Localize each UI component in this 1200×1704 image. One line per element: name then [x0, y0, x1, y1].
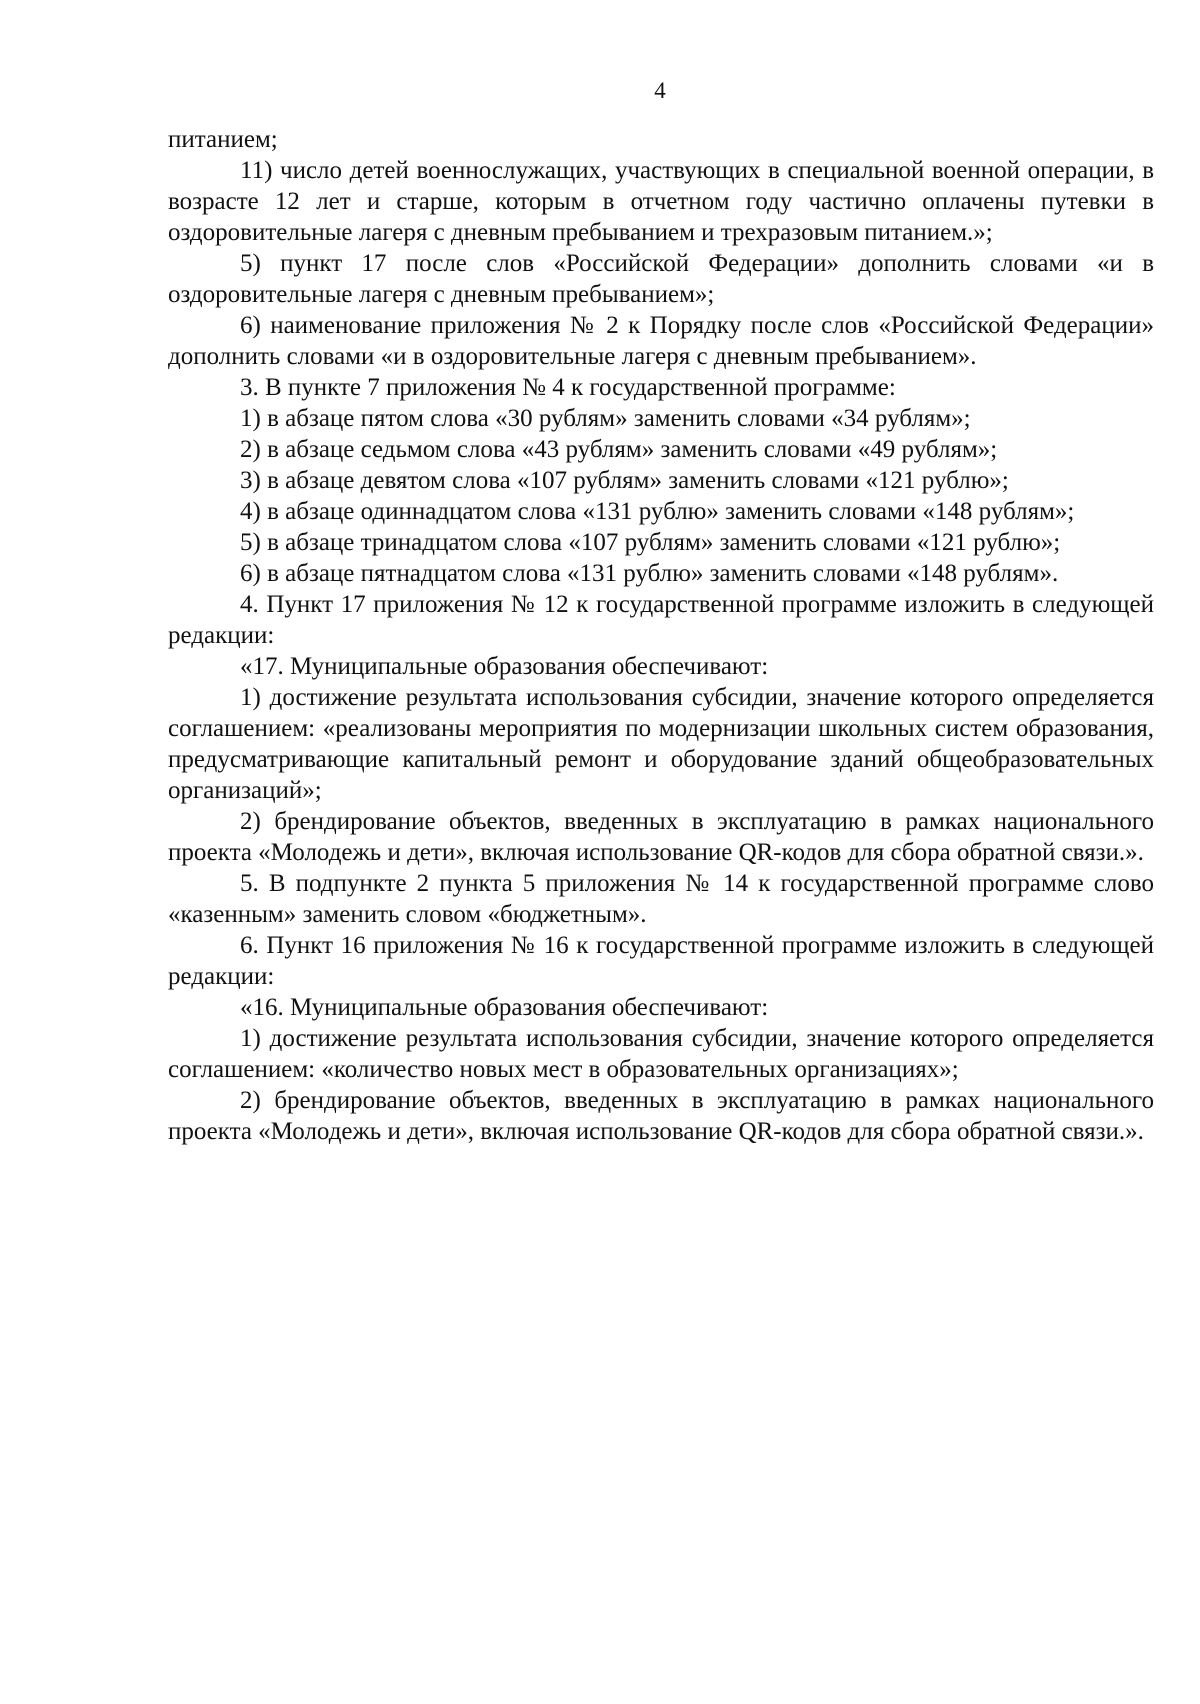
- paragraph: 3) в абзаце девятом слова «107 рублям» заменить словами «121 рублю»;: [240, 467, 1009, 494]
- paragraph: 5) пункт 17 после слов «Российской Федерации» дополнить словами «и в оздоровительные лагеря с дневным пребыванием»;: [168, 250, 1154, 308]
- paragraph: 11) число детей военнослужащих, участвующих в специальной военной операции, в возрасте 12 лет и старше, которым в отчетном году частично оплачены путевки в оздоровительные лагеря с дневным пребыванием и трехразовым питанием.»;: [168, 157, 1154, 246]
- paragraph: 6) наименование приложения № 2 к Порядку после слов «Российской Федерации» дополнить словами «и в оздоровительные лагеря с дневным пребыванием».: [168, 312, 1154, 370]
- paragraph: 2) брендирование объектов, введенных в эксплуатацию в рамках национального проекта «Молодежь и дети», включая использование QR-кодов для сбора обратной связи.».: [168, 808, 1154, 866]
- paragraph: 3. В пункте 7 приложения № 4 к государственной программе:: [240, 374, 896, 401]
- paragraph: питанием;: [168, 126, 278, 153]
- page-number: 4: [654, 78, 666, 103]
- paragraph: 4) в абзаце одиннадцатом слова «131 рублю» заменить словами «148 рублям»;: [240, 498, 1075, 525]
- paragraph: «17. Муниципальные образования обеспечивают:: [240, 653, 769, 680]
- paragraph: 2) брендирование объектов, введенных в эксплуатацию в рамках национального проекта «Молодежь и дети», включая использование QR-кодов для сбора обратной связи.».: [168, 1087, 1154, 1145]
- paragraph: 6. Пункт 16 приложения № 16 к государственной программе изложить в следующей редакции:: [168, 932, 1154, 990]
- paragraph: 5) в абзаце тринадцатом слова «107 рублям» заменить словами «121 рублю»;: [240, 529, 1061, 556]
- paragraph: 2) в абзаце седьмом слова «43 рублям» заменить словами «49 рублям»;: [240, 436, 998, 463]
- document-body: [168, 124, 1154, 1147]
- paragraph: 1) достижение результата использования субсидии, значение которого определяется соглашением: «реализованы мероприятия по модернизации школьных систем образования, предусматривающие капитальный ремонт и оборудование зданий общеобразовательных организаций»;: [168, 684, 1154, 804]
- paragraph: «16. Муниципальные образования обеспечивают:: [240, 994, 769, 1021]
- paragraph: 1) в абзаце пятом слова «30 рублям» заменить словами «34 рублям»;: [240, 405, 971, 432]
- paragraph: 4. Пункт 17 приложения № 12 к государственной программе изложить в следующей редакции:: [168, 591, 1154, 649]
- paragraph: 5. В подпункте 2 пункта 5 приложения № 14 к государственной программе слово «казенным» заменить словом «бюджетным».: [168, 870, 1154, 928]
- paragraph: 1) достижение результата использования субсидии, значение которого определяется соглашением: «количество новых мест в образовательных организациях»;: [168, 1025, 1154, 1083]
- paragraph: 6) в абзаце пятнадцатом слова «131 рублю» заменить словами «148 рублям».: [240, 560, 1059, 587]
